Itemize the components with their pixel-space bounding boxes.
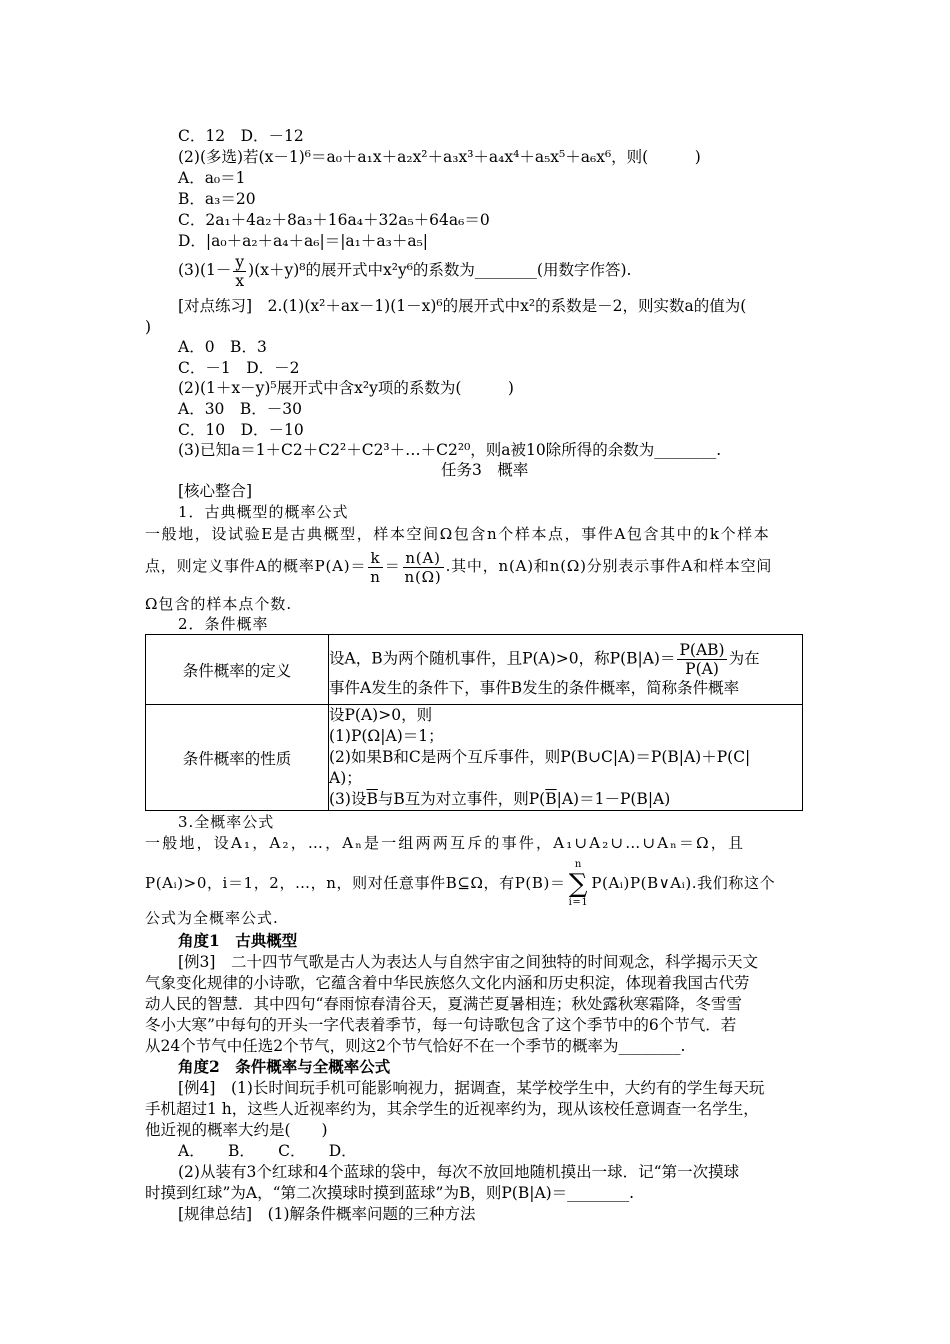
summation bbox=[569, 859, 589, 909]
cell-line: (2)如果B和C是两个互斥事件，则P(B∪C|A)＝P(B|A)＋P(C| bbox=[329, 748, 751, 766]
practice-line: ) bbox=[145, 318, 152, 336]
sum-lower-limit: i=1 bbox=[568, 897, 589, 908]
text-segment: .其中，n(A)和n(Ω)分别表示事件A和样本空间 bbox=[445, 557, 773, 575]
angle-heading: 角度2 条件概率与全概率公式 bbox=[178, 1057, 391, 1076]
question-line: (2)(多选)若(x－1)⁶＝a₀＋a₁x＋a₂x²＋a₃x³＋a₄x⁴＋a₅x⁵＋a₆x⁶，则( ) bbox=[178, 148, 701, 166]
subsection-heading: 1．古典概型的概率公式 bbox=[178, 503, 349, 521]
angle-heading: 角度1 古典概型 bbox=[178, 931, 298, 950]
text-segment: )(x＋y)⁸的展开式中x²y⁶的系数为________(用数字作答). bbox=[248, 261, 632, 279]
paragraph-line: Ω包含的样本点个数. bbox=[145, 595, 293, 613]
option-line: A．0 B．3 bbox=[178, 338, 267, 356]
table-cell bbox=[329, 705, 803, 811]
table-cell bbox=[329, 635, 803, 705]
fraction-denominator: n(Ω) bbox=[404, 567, 442, 586]
option-line: D．|a₀＋a₂＋a₄＋a₆|＝|a₁＋a₃＋a₅| bbox=[178, 232, 428, 250]
option-line: C．12 D．－12 bbox=[178, 127, 304, 145]
question-line: (3)已知a＝1＋C2＋C2²＋C2³＋…＋C2²⁰，则a被10除所得的余数为________. bbox=[178, 441, 722, 459]
text-segment: 点，则定义事件A的概率P(A)＝ bbox=[145, 557, 367, 575]
sigma-symbol: ∑ bbox=[568, 869, 589, 899]
paragraph-line bbox=[145, 546, 772, 586]
text-segment: (3)设 bbox=[329, 790, 367, 808]
option-line: B．a₃＝20 bbox=[178, 190, 256, 208]
example-line: [例3] 二十四节气歌是古人为表达人与自然宇宙之间独特的时间观念，科学揭示天文 bbox=[178, 953, 758, 971]
section-title: 任务3 概率 bbox=[441, 461, 529, 479]
fraction-numerator: y bbox=[235, 252, 245, 271]
cell-line: A)； bbox=[329, 769, 362, 787]
table-cell-head: 条件概率的定义 bbox=[146, 635, 329, 705]
fraction-numerator: n(A) bbox=[403, 549, 444, 568]
question-line bbox=[178, 252, 631, 290]
option-line: C．10 D．－10 bbox=[178, 421, 304, 439]
section-heading: [核心整合] bbox=[178, 482, 253, 500]
example-line: (2)从装有3个红球和4个蓝球的袋中，每次不放回地随机摸出一球．记“第一次摸球 bbox=[178, 1163, 740, 1181]
option-line: A．30 B．－30 bbox=[178, 400, 303, 418]
fraction-numerator: k bbox=[368, 549, 382, 568]
example-line: 动人民的智慧．其中四句“春雨惊春清谷天，夏满芒夏暑相连；秋处露秋寒霜降，冬雪雪 bbox=[145, 995, 742, 1013]
paragraph-line bbox=[145, 858, 775, 909]
example-line: 从24个节气中任选2个节气，则这2个节气恰好不在一个季节的概率为________. bbox=[145, 1037, 686, 1055]
text-segment: P(Aᵢ)>0，i＝1，2，…，n，则对任意事件B⊆Ω，有P(B)＝ bbox=[145, 874, 566, 892]
fraction bbox=[403, 549, 444, 586]
table-row bbox=[146, 635, 803, 705]
option-line: A． B． C． D． bbox=[178, 1142, 357, 1160]
cell-line: 事件A发生的条件下，事件B发生的条件概率，简称条件概率 bbox=[329, 678, 740, 697]
text-segment: 与B互为对立事件，则P( bbox=[377, 790, 546, 808]
complement-symbol: $\overline{B}$ bbox=[545, 790, 557, 808]
option-line: C．2a₁＋4a₂＋8a₃＋16a₄＋32a₅＋64a₆＝0 bbox=[178, 211, 490, 229]
fraction bbox=[368, 549, 382, 586]
example-line: 时摸到红球”为A，“第二次摸球时摸到蓝球”为B，则P(B|A)＝________. bbox=[145, 1184, 635, 1202]
fraction-denominator: x bbox=[235, 271, 245, 290]
fraction-numerator: P(AB) bbox=[679, 640, 725, 659]
sum-upper-limit: n bbox=[574, 859, 582, 870]
table-cell-head: 条件概率的性质 bbox=[146, 705, 329, 811]
cell-line bbox=[329, 789, 802, 810]
example-line: 气象变化规律的小诗歌，它蕴含着中华民族悠久文化内涵和历史积淀，体现着我国古代劳 bbox=[145, 974, 750, 992]
fraction bbox=[233, 253, 246, 290]
summary-heading: [规律总结] (1)解条件概率问题的三种方法 bbox=[178, 1205, 476, 1223]
text-segment: 设A，B为两个随机事件，且P(A)>0，称P(B|A)＝ bbox=[329, 649, 676, 667]
example-line: [例4] (1)长时间玩手机可能影响视力，据调查，某学校学生中，大约有的学生每天玩 bbox=[178, 1079, 765, 1097]
example-line: 冬小大寒”中每句的开头一字代表着季节，每一句诗歌包含了这个季节中的6个节气．若 bbox=[145, 1016, 737, 1034]
option-line: A．a₀＝1 bbox=[178, 169, 246, 187]
paragraph-line: 一般地，设试验E是古典概型，样本空间Ω包含n个样本点，事件A包含其中的k个样本 bbox=[145, 525, 771, 543]
text-segment: 为在 bbox=[728, 649, 760, 667]
paragraph-line: 一般地，设A₁，A₂，…，Aₙ是一组两两互斥的事件，A₁∪A₂∪…∪Aₙ＝Ω，且 bbox=[145, 834, 746, 852]
cell-line: 设P(A)>0，则 bbox=[329, 706, 433, 724]
question-line: (2)(1＋x－y)⁵展开式中含x²y项的系数为( ) bbox=[178, 379, 514, 397]
fraction-denominator: P(A) bbox=[685, 659, 719, 678]
complement-symbol: $\overline{B}$ bbox=[366, 790, 378, 808]
subsection-heading: 3.全概率公式 bbox=[178, 813, 275, 831]
cell-line: (1)P(Ω|A)＝1； bbox=[329, 727, 444, 745]
text-segment: (3)(1－ bbox=[178, 261, 232, 279]
subsection-heading: 2．条件概率 bbox=[178, 615, 269, 633]
text-segment: |A)＝1－P(B|A) bbox=[556, 790, 671, 808]
option-line: C．－1 D．－2 bbox=[178, 359, 300, 377]
text-segment: ＝ bbox=[384, 557, 401, 575]
example-line: 他近视的概率大约是( ) bbox=[145, 1121, 328, 1139]
practice-line: [对点练习] 2.(1)(x²＋ax－1)(1－x)⁶的展开式中x²的系数是－2，则实数a的值为( bbox=[178, 297, 747, 315]
cell-line bbox=[329, 641, 802, 678]
example-line: 手机超过1 h，这些人近视率约为，其余学生的近视率约为，现从该校任意调查一名学生， bbox=[145, 1100, 759, 1118]
conditional-probability-table bbox=[145, 634, 803, 811]
table-row bbox=[146, 705, 803, 811]
paragraph-line: 公式为全概率公式. bbox=[145, 909, 279, 927]
fraction bbox=[677, 641, 726, 678]
fraction-denominator: n bbox=[370, 567, 381, 586]
text-segment: P(Aᵢ)P(B∨Aᵢ).我们称这个 bbox=[591, 874, 776, 892]
